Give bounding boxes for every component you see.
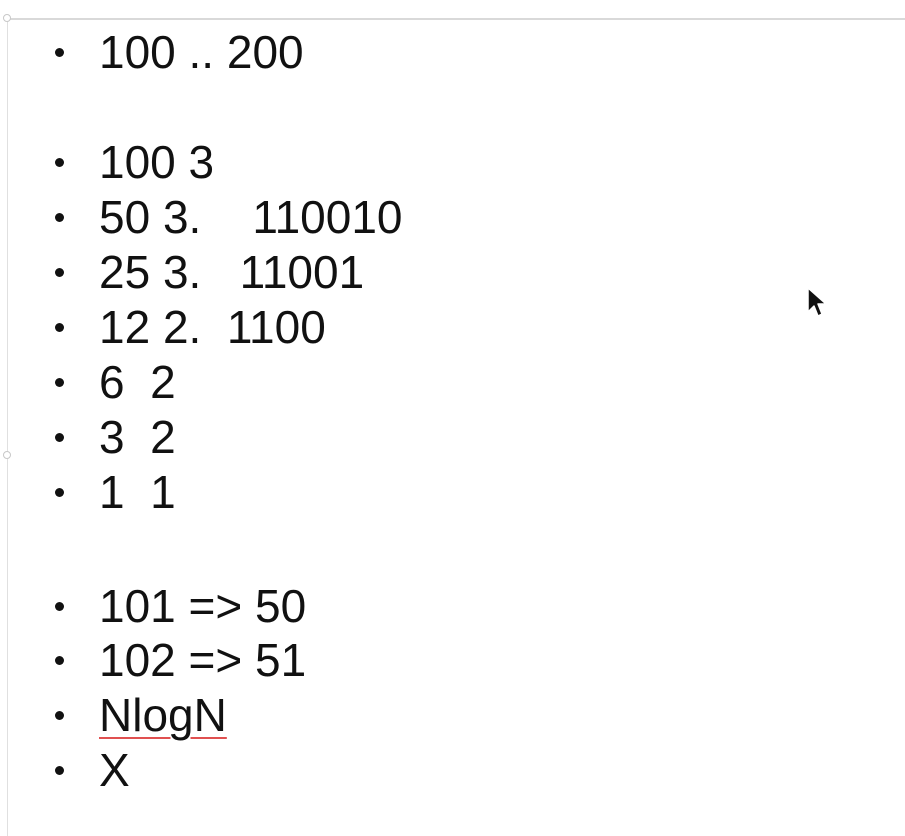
mouse-pointer-icon — [806, 286, 828, 320]
bullet-dot-icon — [55, 656, 64, 665]
bullet-dot-icon — [55, 268, 64, 277]
bullet-text: 50 3. 110010 — [99, 191, 403, 243]
bullet-dot-icon — [55, 323, 64, 332]
bullet-dot-icon — [55, 711, 64, 720]
bullet-text: 100 .. 200 — [99, 26, 304, 78]
bullet-dot-icon — [55, 766, 64, 775]
bullet-dot-icon — [55, 48, 64, 57]
bullet-text: X — [99, 744, 130, 796]
bullet-text: 102 => 51 — [99, 634, 307, 686]
bullet-text: 1 1 — [99, 466, 176, 518]
bullet-text: 3 2 — [99, 411, 176, 463]
bullet-text: 12 2. 1100 — [99, 301, 326, 353]
bullet-dot-icon — [55, 378, 64, 387]
bullet-dot-icon — [55, 433, 64, 442]
bullet-dot-icon — [55, 158, 64, 167]
bullet-dot-icon — [55, 488, 64, 497]
bullet-text: 101 => 50 — [99, 580, 307, 632]
bullet-text-spellcheck: NlogN — [99, 689, 227, 741]
bullet-text: 25 3. 11001 — [99, 246, 365, 298]
bullet-dot-icon — [55, 602, 64, 611]
bullet-text: 100 3 — [99, 136, 215, 188]
bullet-dot-icon — [55, 213, 64, 222]
bullet-text: 6 2 — [99, 356, 176, 408]
